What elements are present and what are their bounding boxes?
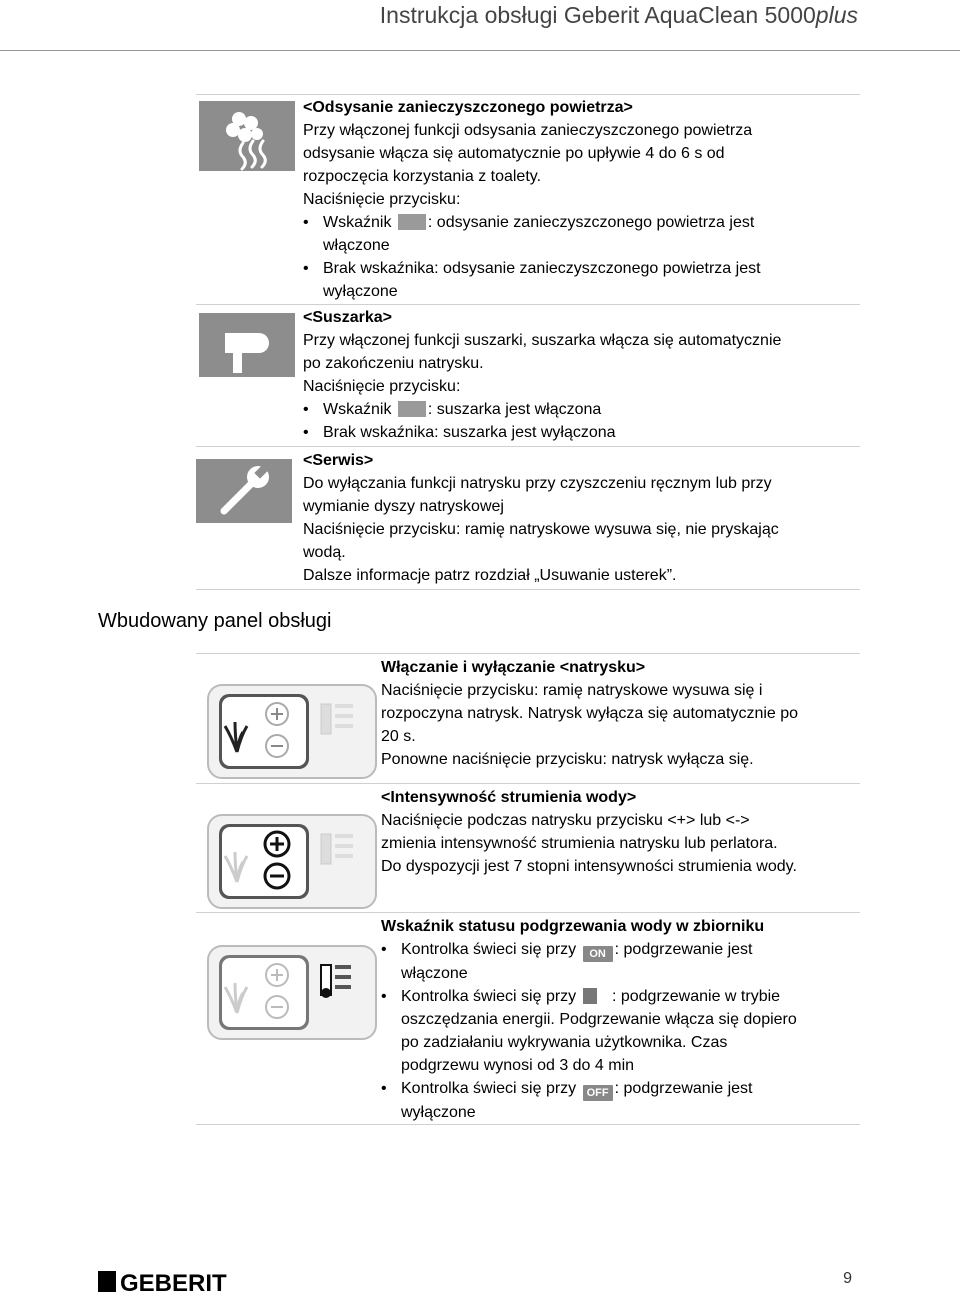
dryer-indicator-icon [398,401,426,417]
section-title: <Suszarka> [303,309,392,326]
list-item: • Kontrolka świeci się przy ON : podgrzewanie jest włączone [381,941,753,982]
text-line: odsysanie włącza się automatycznie po upływie 4 do 6 s od [303,145,725,162]
side-heading: Wbudowany panel obsługi [98,610,332,632]
separator [196,653,860,654]
text-line: wodą. [303,544,346,561]
text-line: Dalsze informacje patrz rozdział „Usuwanie usterek”. [303,567,677,584]
section-title: Włączanie i wyłączanie <natrysku> [381,659,646,676]
section-title: Wskaźnik statusu podgrzewania wody w zbiorniku [381,918,765,935]
list-item: • Wskaźnik : odsysanie zanieczyszczonego powietrza jest włączone [303,214,755,254]
text-line: wymianie dyszy natryskowej [303,498,504,515]
text-line: Naciśnięcie przycisku: ramię natryskowe wysuwa się, nie pryskając [303,521,779,538]
separator [196,304,860,305]
eco-indicator-icon [583,988,597,1004]
header-rule [0,50,960,51]
text-line: Ponowne naciśnięcie przycisku: natrysk wyłącza się. [381,751,754,768]
text-line: Naciśnięcie przycisku: ramię natryskowe wysuwa się i [381,682,763,699]
intensity-section [381,786,861,878]
text-line: 20 s. [381,728,416,745]
separator [196,1124,860,1125]
on-indicator-icon: ON [583,946,613,962]
text-line: rozpoczyna natrysk. Natrysk wyłącza się automatycznie po [381,705,799,722]
text-line: Przy włączonej funkcji suszarki, suszarka włącza się automatycznie [303,332,782,349]
list-item: • Brak wskaźnika: odsysanie zanieczyszczonego powietrza jest wyłączone [303,260,761,300]
list-item: • Brak wskaźnika: suszarka jest wyłączona [303,424,616,441]
text-line: zmienia intensywność strumienia natrysku lub perlatora. [381,835,778,852]
text-line: Do dyspozycji jest 7 stopni intensywności strumienia wody. [381,858,797,875]
odor-extraction-section [303,96,863,303]
text-line: Przy włączonej funkcji odsysania zanieczyszczonego powietrza [303,122,753,139]
geberit-logo [98,1270,248,1299]
text-line: po zakończeniu natrysku. [303,355,484,372]
dryer-section [303,306,863,444]
text-line: Do wyłączania funkcji natrysku przy czyszczeniu ręcznym lub przy [303,475,772,492]
text-line: Naciśnięcie przycisku: [303,378,461,395]
odor-extraction-icon [199,101,295,171]
text-line: Naciśnięcie podczas natrysku przycisku <+> lub <-> [381,812,750,829]
page-header: Instrukcja obsługi Geberit AquaClean 5000plus [379,2,858,28]
separator [196,589,860,590]
off-indicator-icon: OFF [583,1085,613,1101]
text-line: rozpoczęcia korzystania z toalety. [303,168,542,185]
control-panel-intensity-image [207,814,377,914]
service-section [303,449,863,587]
control-panel-heating-image [207,945,377,1045]
section-title: <Serwis> [303,452,374,469]
list-item: • Wskaźnik : suszarka jest włączona [303,401,602,418]
text-line: Naciśnięcie przycisku: [303,191,461,208]
section-title: <Intensywność strumienia wody> [381,789,637,806]
dryer-icon [199,313,295,377]
page-number: 9 [843,1270,852,1287]
list-item: • Kontrolka świeci się przy : podgrzewanie w trybie oszczędzania energii. Podgrzewanie włącza się dopiero po zadziałaniu wykrywania użytkownika. Czas podgrzewu wynosi od 3 do 4 min [381,988,797,1074]
svg-text:GEBERIT: GEBERIT [120,1270,227,1294]
separator [196,94,860,95]
separator [196,446,860,447]
section-title: <Odsysanie zanieczyszczonego powietrza> [303,99,633,116]
spray-section [381,656,861,771]
list-item: • Kontrolka świeci się przy OFF : podgrzewanie jest wyłączone [381,1080,753,1121]
wrench-icon [196,459,292,523]
heating-section [381,915,861,1124]
control-panel-spray-image [207,684,377,784]
odor-indicator-icon [398,214,426,230]
